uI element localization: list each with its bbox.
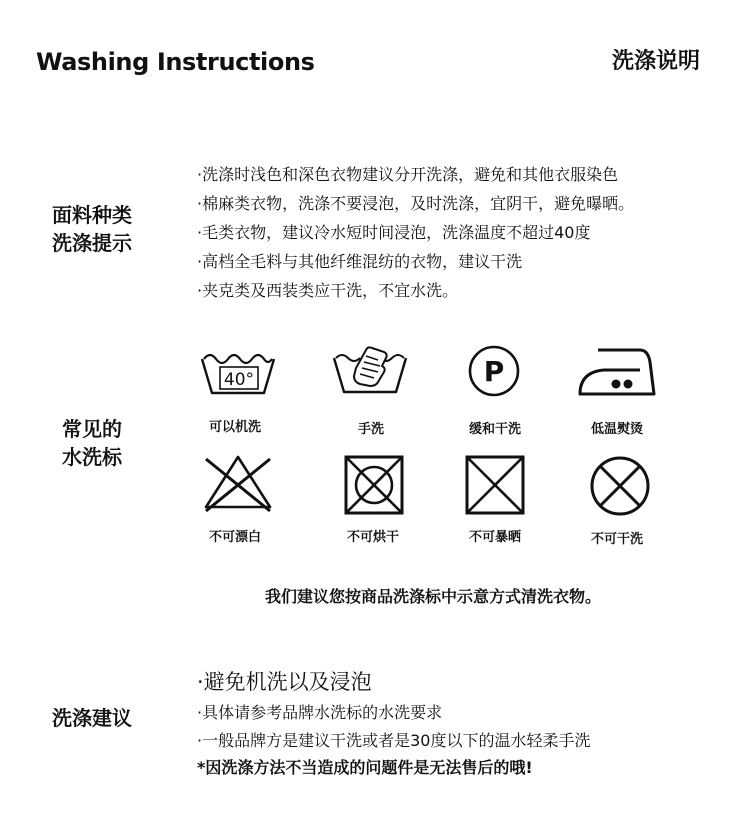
advice-warning: *因洗涤方法不当造成的问题件是无法售后的哦!: [197, 758, 533, 777]
fabric-label-line2: 洗涤提示: [52, 231, 132, 255]
wash-temperature: 40°: [223, 370, 255, 390]
symbols-label-line1: 常见的: [62, 417, 122, 441]
wash-label-note: 我们建议您按商品洗涤标中示意方式清洗衣物。: [264, 587, 601, 606]
do-not-tumble-dry-icon: [336, 453, 416, 515]
fabric-tip: ·毛类衣物，建议冷水短时间浸泡，洗涤温度不超过40度: [197, 223, 591, 242]
symbol-caption: 缓和干洗: [468, 422, 521, 437]
symbol-caption: 低温熨烫: [590, 422, 643, 437]
page-title-cn: 洗涤说明: [612, 49, 701, 74]
symbols-section-label: [48, 415, 136, 471]
fabric-tips-list: [197, 160, 634, 305]
fabric-tip: ·洗涤时浅色和深色衣物建议分开洗涤，避免和其他衣服染色: [197, 165, 619, 184]
fabric-tip: ·高档全毛料与其他纤维混纺的衣物，建议干洗: [197, 252, 523, 271]
symbol-caption: 可以机洗: [208, 420, 261, 435]
advice-line: ·一般品牌方是建议干洗或者是30度以下的温水轻柔手洗: [197, 731, 591, 750]
symbol-caption: 不可烘干: [346, 530, 399, 545]
dry-clean-letter: P: [483, 355, 505, 388]
advice-main: ·避免机洗以及浸泡: [197, 670, 372, 694]
fabric-tip: ·夹克类及西装类应干洗，不宜水洗。: [197, 281, 459, 300]
page-title-en: Washing Instructions: [36, 48, 315, 76]
symbols-label-line2: 水洗标: [62, 445, 122, 469]
do-not-bleach-icon: [198, 453, 278, 515]
do-not-dry-clean-icon: [582, 455, 662, 517]
professional-clean-p-icon: [454, 340, 534, 402]
low-temp-iron-icon: [578, 342, 658, 404]
do-not-sun-dry-icon: [455, 453, 535, 515]
fabric-tip: ·棉麻类衣物，洗涤不要浸泡，及时洗涤，宜阴干，避免曝晒。: [197, 194, 635, 213]
symbol-caption: 不可干洗: [590, 532, 643, 547]
advice-section-label: 洗涤建议: [52, 706, 132, 730]
symbol-caption: 手洗: [357, 422, 384, 437]
fabric-label-line1: 面料种类: [52, 203, 132, 227]
machine-wash-40-icon: [200, 347, 280, 409]
fabric-section-label: [40, 201, 144, 257]
symbol-caption: 不可暴晒: [468, 530, 521, 545]
symbol-caption: 不可漂白: [208, 530, 261, 545]
hand-wash-icon: [332, 342, 412, 404]
advice-line: ·具体请参考品牌水洗标的水洗要求: [197, 703, 443, 722]
